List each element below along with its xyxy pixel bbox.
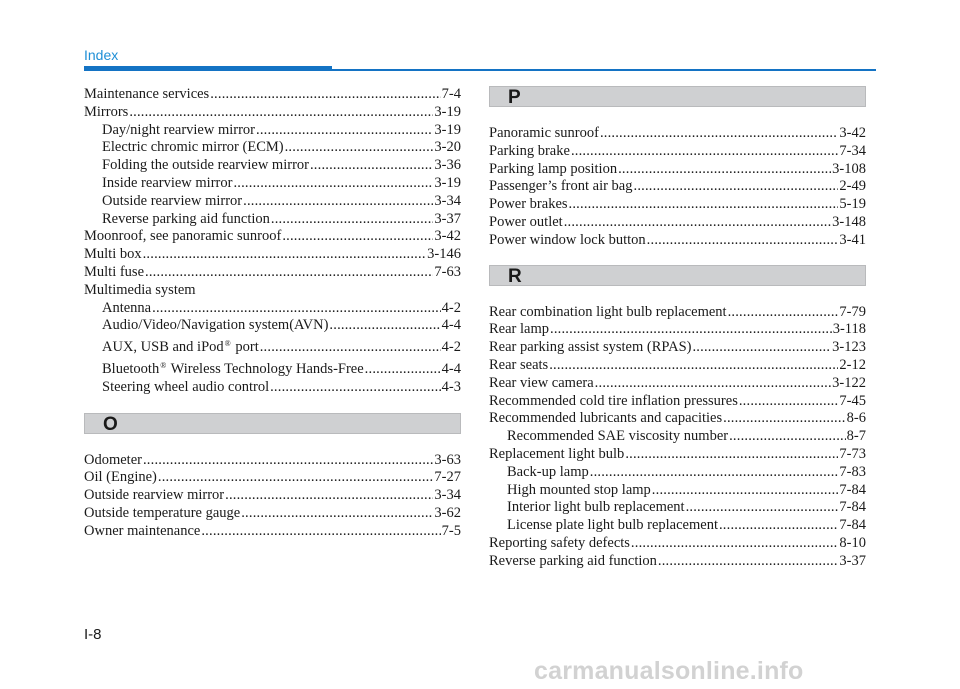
dot-leader bbox=[158, 469, 434, 487]
index-entry-term: Outside temperature gauge bbox=[84, 504, 241, 521]
index-entry-term: Odometer bbox=[84, 451, 142, 468]
index-entry-page: 7-84 bbox=[839, 481, 866, 498]
index-entry bbox=[489, 428, 866, 446]
index-entry-text bbox=[84, 282, 196, 298]
index-entry bbox=[489, 517, 866, 535]
index-entry-page: 3-20 bbox=[434, 139, 461, 156]
index-entry-text bbox=[489, 196, 568, 214]
index-entry-term: Power brakes bbox=[489, 196, 568, 213]
index-entry-page: 7-27 bbox=[434, 469, 461, 486]
dot-leader bbox=[285, 139, 434, 157]
index-entry bbox=[84, 523, 461, 541]
index-entry-term: Interior light bulb replacement bbox=[507, 499, 685, 516]
index-entry-text bbox=[84, 487, 224, 505]
index-entry-text bbox=[84, 228, 281, 246]
dot-leader bbox=[310, 157, 433, 175]
index-entry-text bbox=[489, 410, 722, 428]
index-entry-text bbox=[102, 175, 232, 193]
index-entry-term: High mounted stop lamp bbox=[507, 481, 651, 498]
index-entry-term: Parking brake bbox=[489, 142, 570, 159]
index-entry bbox=[489, 535, 866, 553]
index-entry bbox=[84, 175, 461, 193]
index-entry bbox=[84, 157, 461, 175]
header-rule-thin bbox=[332, 69, 876, 71]
index-entry-text bbox=[489, 535, 630, 553]
index-entry bbox=[84, 487, 461, 505]
index-entry-text bbox=[102, 139, 284, 157]
dot-leader bbox=[549, 357, 838, 375]
index-column-left bbox=[84, 86, 461, 541]
index-entry-term: Recommended lubricants and capacities bbox=[489, 410, 723, 427]
dot-leader bbox=[590, 464, 839, 482]
dot-leader bbox=[631, 535, 838, 553]
index-entry-term: Mirrors bbox=[84, 103, 129, 120]
index-entry-term: Rear lamp bbox=[489, 321, 549, 338]
index-entry-term: Panoramic sunroof bbox=[489, 125, 599, 141]
index-entry bbox=[84, 139, 461, 157]
index-entry bbox=[489, 232, 866, 250]
section-header-o bbox=[84, 413, 461, 434]
page-number: I-8 bbox=[84, 626, 102, 643]
dot-leader bbox=[365, 361, 441, 379]
dot-leader bbox=[728, 304, 839, 322]
index-entry-page: 4-3 bbox=[441, 378, 461, 395]
index-entry bbox=[84, 246, 461, 264]
index-entry-term-suffix: port bbox=[231, 339, 259, 356]
index-entry-page: 8-7 bbox=[846, 428, 866, 445]
index-entry-term: AUX, USB and iPod bbox=[102, 339, 224, 356]
index-entry-page: 3-42 bbox=[839, 125, 866, 141]
page-header-title: Index bbox=[84, 47, 119, 63]
index-entry-page: 3-118 bbox=[832, 321, 866, 338]
index-entry-term: Outside rearview mirror bbox=[102, 192, 243, 209]
index-entry-text bbox=[84, 86, 209, 104]
index-entry-page: 7-73 bbox=[839, 445, 866, 462]
dot-leader bbox=[729, 428, 846, 446]
section-letter: O bbox=[103, 413, 118, 435]
dot-leader bbox=[270, 379, 441, 397]
dot-leader bbox=[143, 246, 427, 264]
index-entry-term: Maintenance services bbox=[84, 86, 210, 102]
index-entry-text bbox=[507, 464, 589, 482]
index-entry-term: Steering wheel audio control bbox=[102, 378, 270, 395]
index-entry-page: 2-49 bbox=[839, 178, 866, 195]
dot-leader bbox=[719, 517, 838, 535]
index-entry-term: Recommended SAE viscosity number bbox=[507, 428, 729, 445]
index-entry-term: Multi fuse bbox=[84, 263, 145, 280]
index-entry-page: 3-34 bbox=[434, 487, 461, 504]
index-entry bbox=[84, 335, 461, 357]
index-entry-page: 4-4 bbox=[441, 317, 461, 334]
index-entries-o bbox=[84, 452, 461, 541]
index-entry-text bbox=[102, 335, 259, 357]
index-entry-text bbox=[489, 143, 570, 161]
dot-leader bbox=[129, 104, 433, 122]
header-rule-thick bbox=[84, 66, 332, 71]
index-entry-page: 7-45 bbox=[839, 392, 866, 409]
index-entry bbox=[489, 410, 866, 428]
index-entry-page: 7-5 bbox=[441, 522, 461, 539]
index-entry bbox=[489, 464, 866, 482]
index-entry bbox=[84, 505, 461, 523]
dot-leader bbox=[625, 446, 838, 464]
index-entry-page: 3-42 bbox=[434, 228, 461, 245]
index-entry-term: Replacement light bulb bbox=[489, 445, 625, 462]
index-entry-term: Reporting safety defects bbox=[489, 534, 630, 551]
section-letter: P bbox=[508, 87, 521, 108]
index-entry-page: 7-84 bbox=[839, 517, 866, 534]
index-entry-term: Passenger’s front air bag bbox=[489, 178, 633, 195]
index-entry bbox=[489, 321, 866, 339]
index-entry bbox=[489, 196, 866, 214]
index-entry bbox=[489, 143, 866, 161]
index-entry-term: Power outlet bbox=[489, 213, 563, 230]
index-entry-text bbox=[489, 339, 691, 357]
dot-leader bbox=[256, 122, 433, 140]
index-entry bbox=[84, 282, 461, 300]
registered-mark: ® bbox=[224, 339, 231, 349]
index-entry bbox=[84, 211, 461, 229]
index-entry-text bbox=[489, 357, 548, 375]
index-entry-page: 3-62 bbox=[434, 504, 461, 521]
index-entry bbox=[84, 317, 461, 335]
index-entry-page: 3-123 bbox=[832, 339, 866, 356]
dot-leader bbox=[233, 175, 433, 193]
index-entry bbox=[489, 357, 866, 375]
index-entry-text bbox=[507, 428, 728, 446]
dot-leader bbox=[652, 482, 839, 500]
dot-leader bbox=[647, 232, 839, 250]
index-entry bbox=[489, 304, 866, 322]
index-entry-page: 3-37 bbox=[434, 210, 461, 227]
index-entry-term: Electric chromic mirror (ECM) bbox=[102, 139, 284, 156]
index-entry-page: 7-34 bbox=[839, 142, 866, 159]
index-entry-term: Back-up lamp bbox=[507, 463, 589, 480]
index-entry-page: 3-37 bbox=[839, 552, 866, 569]
index-entry-page: 3-146 bbox=[427, 246, 461, 263]
index-entry-page: 3-19 bbox=[434, 121, 461, 138]
index-entry-page: 7-79 bbox=[839, 303, 866, 320]
registered-mark: ® bbox=[160, 360, 167, 370]
index-entry-text bbox=[102, 317, 328, 335]
index-entry bbox=[84, 300, 461, 318]
dot-leader bbox=[282, 228, 433, 246]
index-entry-page: 8-6 bbox=[846, 410, 866, 427]
index-entry bbox=[84, 452, 461, 470]
index-entry bbox=[489, 393, 866, 411]
index-column-right bbox=[489, 86, 866, 571]
index-entries-m bbox=[84, 86, 461, 397]
index-entry-term: Antenna bbox=[102, 299, 152, 316]
index-entry-term: Oil (Engine) bbox=[84, 469, 157, 486]
index-entry-term: License plate light bulb replacement bbox=[507, 517, 718, 534]
index-entry bbox=[489, 499, 866, 517]
index-entry-term: Power window lock button bbox=[489, 231, 646, 248]
index-entry-text bbox=[84, 104, 128, 122]
index-entry-page: 5-19 bbox=[839, 196, 866, 213]
dot-leader bbox=[550, 321, 832, 339]
index-entry-text bbox=[84, 246, 142, 264]
index-entry-text bbox=[84, 505, 240, 523]
index-entry bbox=[84, 264, 461, 282]
index-entry-term: Reverse parking aid function bbox=[102, 210, 270, 227]
index-entry bbox=[489, 178, 866, 196]
dot-leader bbox=[618, 161, 831, 179]
dot-leader bbox=[571, 143, 838, 161]
dot-leader bbox=[210, 86, 440, 104]
index-entry-page: 3-19 bbox=[434, 103, 461, 120]
index-entry-term: Rear combination light bulb replacement bbox=[489, 303, 727, 320]
index-entry-text bbox=[102, 357, 364, 379]
index-entry-text bbox=[507, 499, 685, 517]
dot-leader bbox=[225, 487, 433, 505]
index-entry-text bbox=[489, 321, 549, 339]
index-entry-term: Multi box bbox=[84, 246, 142, 263]
section-header-p bbox=[489, 86, 866, 107]
index-entry-term: Folding the outside rearview mirror bbox=[102, 157, 309, 174]
index-entry-page: 3-63 bbox=[434, 451, 461, 468]
dot-leader bbox=[692, 339, 831, 357]
index-entry-term: Bluetooth bbox=[102, 360, 160, 377]
index-entry-text bbox=[84, 452, 142, 470]
index-entry-term: Owner maintenance bbox=[84, 522, 201, 539]
index-entry bbox=[84, 86, 461, 104]
index-entry-term: Moonroof, see panoramic sunroof bbox=[84, 228, 282, 245]
index-entry-text bbox=[489, 446, 624, 464]
index-entry-text bbox=[84, 264, 144, 282]
dot-leader bbox=[329, 317, 440, 335]
index-entry-page: 3-34 bbox=[434, 192, 461, 209]
dot-leader bbox=[595, 375, 831, 393]
dot-leader bbox=[271, 211, 434, 229]
dot-leader bbox=[569, 196, 839, 214]
index-entry bbox=[489, 482, 866, 500]
index-entry-page: 4-2 bbox=[441, 299, 461, 316]
index-entries-r bbox=[489, 304, 866, 571]
index-entry bbox=[84, 104, 461, 122]
index-entry-page: 7-63 bbox=[434, 263, 461, 280]
index-entry-text bbox=[489, 214, 563, 232]
index-entry bbox=[489, 125, 866, 143]
index-entry-term: Rear parking assist system (RPAS) bbox=[489, 339, 692, 356]
dot-leader bbox=[260, 339, 441, 357]
index-entry-text bbox=[102, 193, 242, 211]
index-entry-term: Outside rearview mirror bbox=[84, 487, 225, 504]
dot-leader bbox=[201, 523, 440, 541]
index-entry-text bbox=[489, 375, 594, 393]
index-entry-page: 7-84 bbox=[839, 499, 866, 516]
dot-leader bbox=[145, 264, 433, 282]
index-entry bbox=[84, 469, 461, 487]
index-entry bbox=[489, 339, 866, 357]
index-entry-text bbox=[489, 304, 727, 322]
index-entry-text bbox=[507, 517, 718, 535]
watermark-logo: carmanualsonline.info bbox=[534, 657, 804, 685]
dot-leader bbox=[634, 178, 839, 196]
index-entry bbox=[84, 357, 461, 379]
index-entry bbox=[84, 228, 461, 246]
index-entry-page: 3-36 bbox=[434, 157, 461, 174]
dot-leader bbox=[243, 193, 433, 211]
index-entry-term: Inside rearview mirror bbox=[102, 174, 233, 191]
index-entry-text bbox=[84, 523, 200, 541]
section-letter: R bbox=[508, 265, 522, 287]
dot-leader bbox=[241, 505, 433, 523]
index-entry bbox=[489, 214, 866, 232]
index-entry-text bbox=[102, 379, 269, 397]
index-entry-text bbox=[489, 125, 599, 143]
index-entry-page: 3-148 bbox=[832, 213, 866, 230]
section-header-r bbox=[489, 265, 866, 286]
dot-leader bbox=[658, 553, 839, 571]
index-entry-text bbox=[507, 482, 651, 500]
dot-leader bbox=[600, 125, 838, 143]
index-entry-term: Day/night rearview mirror bbox=[102, 121, 256, 138]
dot-leader bbox=[564, 214, 831, 232]
index-entry-page: 4-2 bbox=[441, 339, 461, 356]
index-entry-term: Reverse parking aid function bbox=[489, 552, 657, 569]
index-entry-term-suffix: Wireless Technology Hands-Free bbox=[167, 360, 364, 377]
index-entry bbox=[489, 446, 866, 464]
index-entry-text bbox=[102, 122, 255, 140]
index-entry-text bbox=[489, 393, 738, 411]
index-entry-page: 7-4 bbox=[441, 86, 461, 102]
index-entry-page: 3-19 bbox=[434, 174, 461, 191]
index-entry bbox=[489, 553, 866, 571]
index-entry-term: Rear view camera bbox=[489, 374, 594, 391]
index-entry-text bbox=[489, 178, 633, 196]
index-entry-page: 2-12 bbox=[839, 356, 866, 373]
dot-leader bbox=[739, 393, 839, 411]
index-entry bbox=[489, 375, 866, 393]
dot-leader bbox=[723, 410, 846, 428]
index-entry-text bbox=[102, 211, 270, 229]
index-entry bbox=[84, 122, 461, 140]
index-entry-text bbox=[84, 469, 157, 487]
index-entry-text bbox=[102, 157, 309, 175]
dot-leader bbox=[686, 499, 839, 517]
index-entry-term: Audio/Video/Navigation system(AVN) bbox=[102, 317, 329, 334]
index-entry-page: 7-83 bbox=[839, 463, 866, 480]
index-entry-page: 4-4 bbox=[441, 360, 461, 377]
index-entry-term: Multimedia system bbox=[84, 281, 196, 298]
index-entry-page: 8-10 bbox=[839, 534, 866, 551]
index-entry bbox=[84, 379, 461, 397]
index-entry bbox=[489, 161, 866, 179]
index-entry-page: 3-41 bbox=[839, 231, 866, 248]
index-entry-text bbox=[102, 300, 151, 318]
index-entry-page: 3-122 bbox=[832, 374, 866, 391]
index-entry-text bbox=[489, 232, 646, 250]
index-entry-term: Parking lamp position bbox=[489, 160, 618, 177]
dot-leader bbox=[143, 452, 433, 470]
index-entry bbox=[84, 193, 461, 211]
index-entry-term: Rear seats bbox=[489, 356, 549, 373]
index-entry-term: Recommended cold tire inflation pressures bbox=[489, 392, 738, 409]
index-entry-text bbox=[489, 553, 657, 571]
index-entry-text bbox=[489, 161, 617, 179]
dot-leader bbox=[152, 300, 441, 318]
index-entry-page: 3-108 bbox=[832, 160, 866, 177]
index-entries-p bbox=[489, 125, 866, 250]
